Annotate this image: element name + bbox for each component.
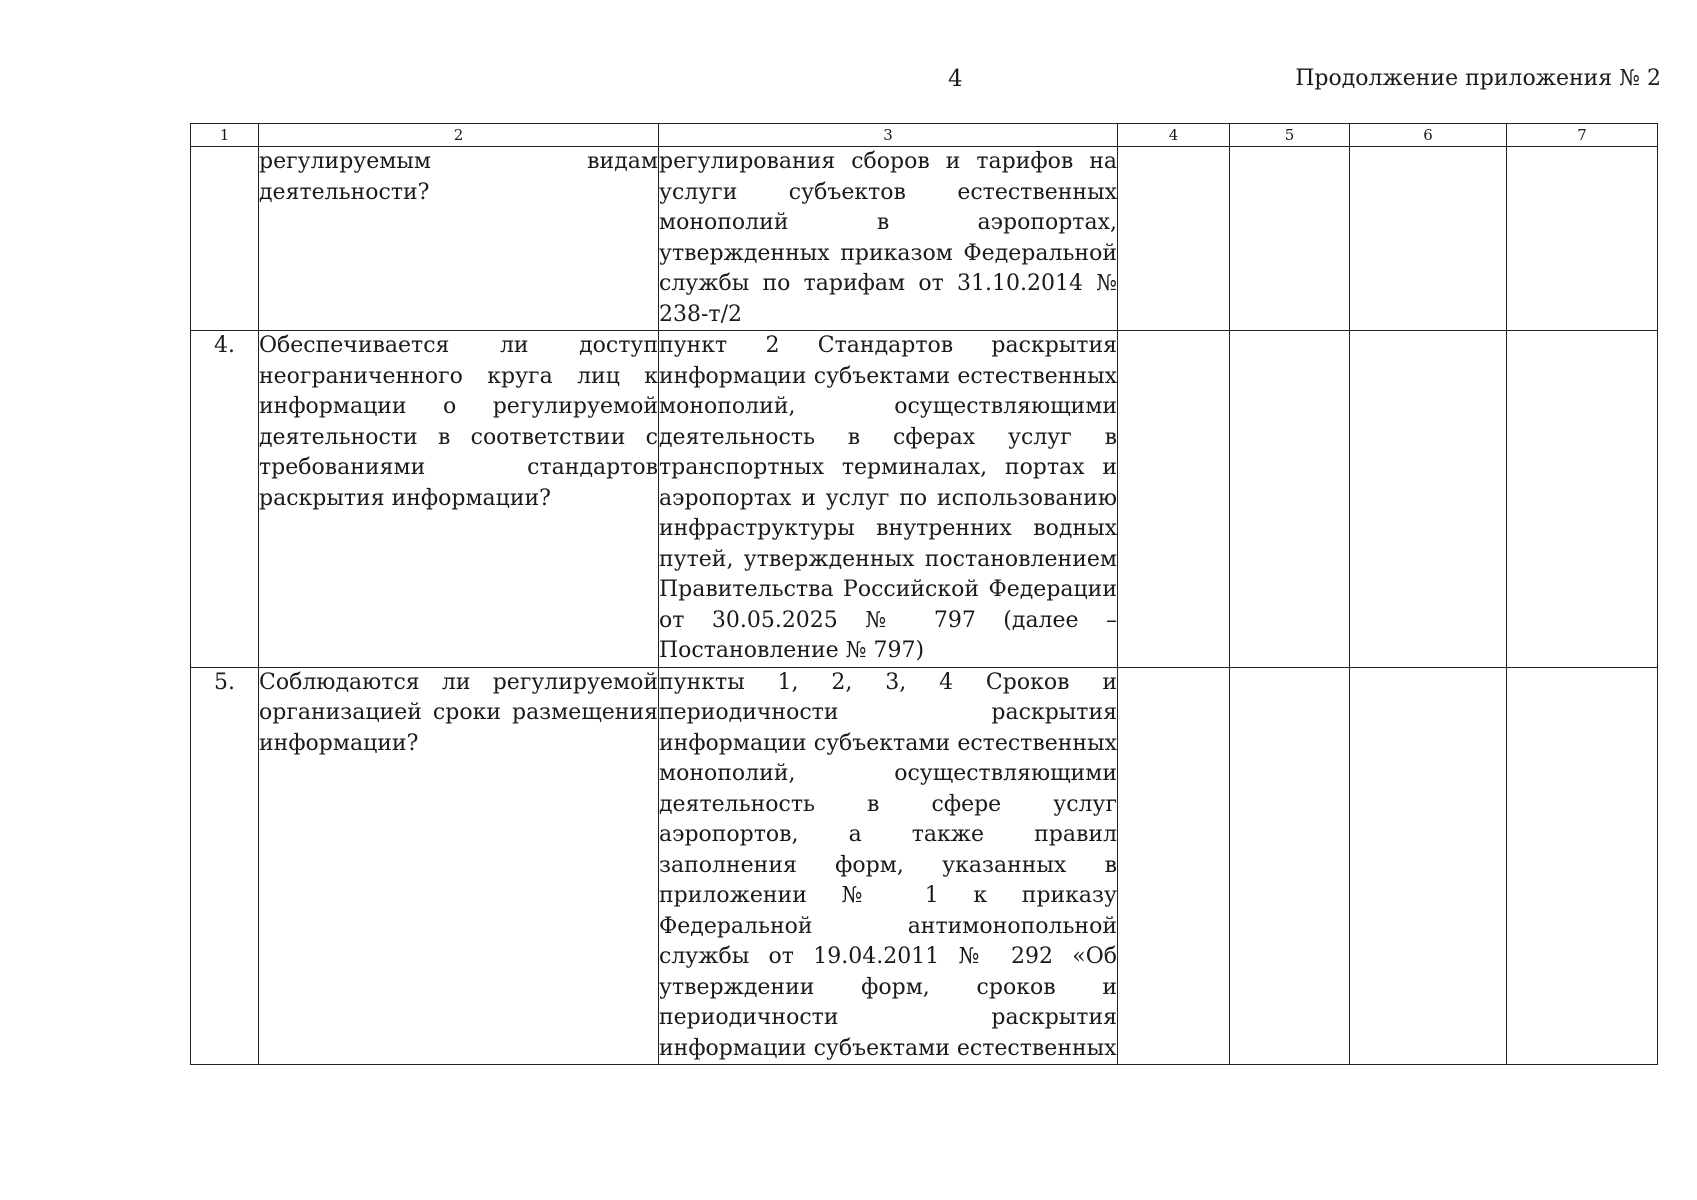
answer-cell-7 — [1507, 331, 1658, 668]
legal-reference-cell: пункт 2 Стандартов раскрытия информации субъектами естественных монополий, осуществляющими деятельность в сферах услуг в транспортных терминалах, портах и аэропортах и услуг по использованию инфраструктуры внутренних водных путей, утвержденных постановлением Правительства Российской Федерации от 30.05.2025 № 797 (далее – Постановление № 797) — [659, 331, 1118, 668]
page-number: 4 — [948, 66, 963, 92]
column-header-2: 2 — [259, 124, 659, 147]
column-header-1: 1 — [191, 124, 259, 147]
question-cell: Соблюдаются ли регулируемой организацией сроки размещения информации? — [259, 667, 659, 1065]
question-cell: регулируемым видам деятельности? — [259, 147, 659, 331]
table-row — [191, 147, 1658, 331]
answer-cell-6 — [1350, 667, 1507, 1065]
table-row — [191, 331, 1658, 668]
column-header-3: 3 — [659, 124, 1118, 147]
answer-cell-6 — [1350, 147, 1507, 331]
column-header-4: 4 — [1118, 124, 1230, 147]
legal-reference-cell: регулирования сборов и тарифов на услуги субъектов естественных монополий в аэропортах, утвержденных приказом Федеральной службы по тарифам от 31.10.2014 № 238-т/2 — [659, 147, 1118, 331]
answer-cell-7 — [1507, 667, 1658, 1065]
answer-cell-4 — [1118, 331, 1230, 668]
checklist-table — [190, 123, 1658, 1065]
column-header-6: 6 — [1350, 124, 1507, 147]
answer-cell-6 — [1350, 331, 1507, 668]
table-row — [191, 667, 1658, 1065]
row-number — [191, 147, 259, 331]
answer-cell-5 — [1230, 147, 1350, 331]
column-number-header — [191, 124, 1658, 147]
row-number: 5. — [191, 667, 259, 1065]
legal-reference-cell: пункты 1, 2, 3, 4 Сроков и периодичности раскрытия информации субъектами естественных монополий, осуществляющими деятельность в сфере услуг аэропортов, а также правил заполнения форм, указанных в приложении № 1 к приказу Федеральной антимонопольной службы от 19.04.2011 № 292 «Об утверждении форм, сроков и периодичности раскрытия информации субъектами естественных — [659, 667, 1118, 1065]
column-header-5: 5 — [1230, 124, 1350, 147]
answer-cell-7 — [1507, 147, 1658, 331]
row-number: 4. — [191, 331, 259, 668]
question-cell: Обеспечивается ли доступ неограниченного круга лиц к информации о регулируемой деятельности в соответствии с требованиями стандартов раскрытия информации? — [259, 331, 659, 668]
column-header-7: 7 — [1507, 124, 1658, 147]
answer-cell-4 — [1118, 667, 1230, 1065]
answer-cell-4 — [1118, 147, 1230, 331]
answer-cell-5 — [1230, 667, 1350, 1065]
appendix-continuation-label: Продолжение приложения № 2 — [1295, 66, 1661, 91]
answer-cell-5 — [1230, 331, 1350, 668]
